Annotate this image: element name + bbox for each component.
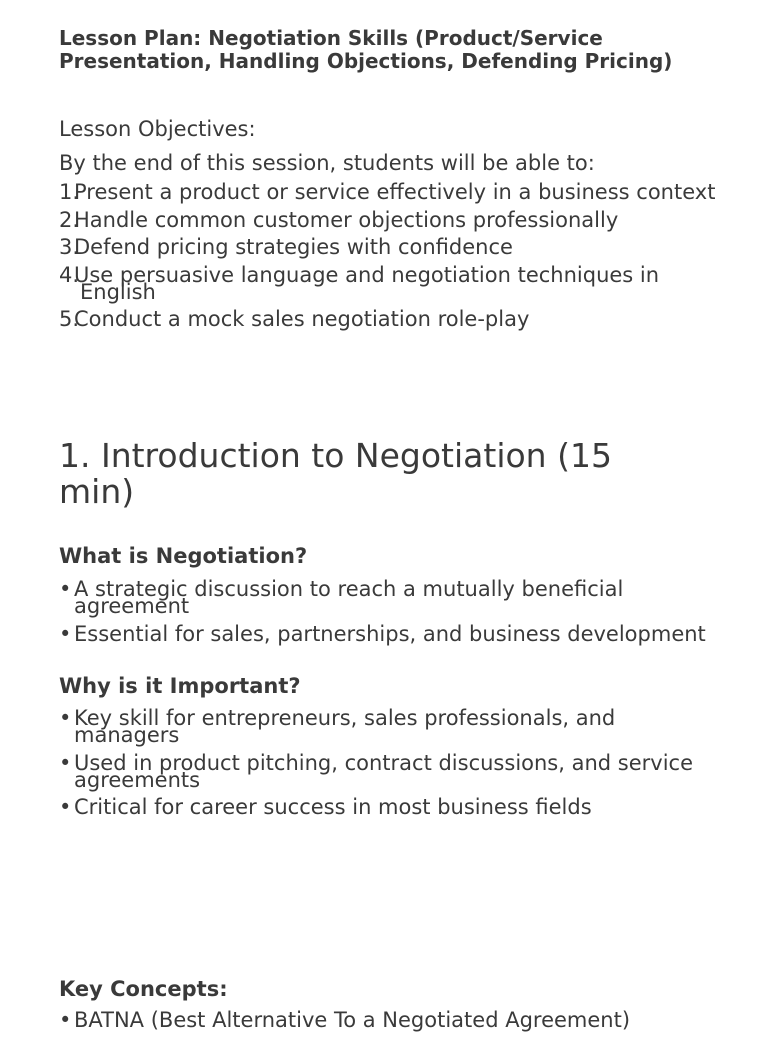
objective-number: 5.: [59, 307, 80, 331]
objective-number: 1.: [59, 180, 80, 204]
objective-number: 2.: [59, 207, 80, 232]
objective-text: Present a product or service effectively in a business context: [74, 180, 716, 204]
list-item: [59, 795, 719, 819]
objective-item: [59, 262, 719, 304]
bullet-glyph: •: [59, 706, 72, 730]
section-title: 1. Introduction to Negotiation (15 min): [59, 436, 612, 511]
list-item: [59, 706, 719, 747]
document-title: Lesson Plan: Negotiation Skills (Product/Service Presentation, Handling Objections, Defending Pricing): [59, 26, 673, 73]
list-item-text: Critical for career success in most business fields: [74, 795, 592, 819]
list-item-text: BATNA (Best Alternative To a Negotiated Agreement): [74, 1008, 631, 1032]
list-item: [59, 577, 719, 618]
objective-text: Handle common customer objections professionally: [74, 207, 619, 232]
objective-text: Defend pricing strategies with confidence: [74, 235, 513, 259]
list-item-text: Used in product pitching, contract discussions, and service agreements: [74, 750, 694, 792]
list-item-text: A strategic discussion to reach a mutually beneficial agreement: [74, 577, 624, 618]
bullet-glyph: •: [59, 1008, 72, 1032]
key-concepts-list: [59, 1008, 719, 1040]
what-heading: What is Negotiation?: [59, 544, 308, 568]
objectives-list: [59, 180, 719, 339]
objective-item: [59, 235, 719, 259]
objective-item: [59, 307, 719, 331]
objective-item: [59, 207, 719, 232]
list-item: [59, 1008, 719, 1032]
key-concepts-heading: Key Concepts:: [59, 977, 228, 1001]
list-item-text: Key skill for entrepreneurs, sales professionals, and managers: [74, 706, 616, 747]
objective-item: [59, 180, 719, 204]
list-item: [59, 750, 719, 792]
objective-number: 4.: [59, 262, 80, 287]
why-heading: Why is it Important?: [59, 674, 301, 698]
objective-text: Conduct a mock sales negotiation role-play: [74, 307, 530, 331]
objective-number: 3.: [59, 235, 80, 259]
objectives-heading: Lesson Objectives:: [59, 117, 256, 141]
bullet-glyph: •: [59, 621, 72, 646]
objective-text: Use persuasive language and negotiation techniques in English: [74, 262, 660, 304]
list-item: [59, 621, 719, 646]
what-list: [59, 577, 719, 653]
list-item-text: Essential for sales, partnerships, and business development: [74, 621, 706, 646]
objectives-intro: By the end of this session, students will be able to:: [59, 151, 595, 175]
why-list: [59, 706, 719, 827]
bullet-glyph: •: [59, 577, 72, 601]
bullet-glyph: •: [59, 795, 72, 819]
bullet-glyph: •: [59, 750, 72, 775]
